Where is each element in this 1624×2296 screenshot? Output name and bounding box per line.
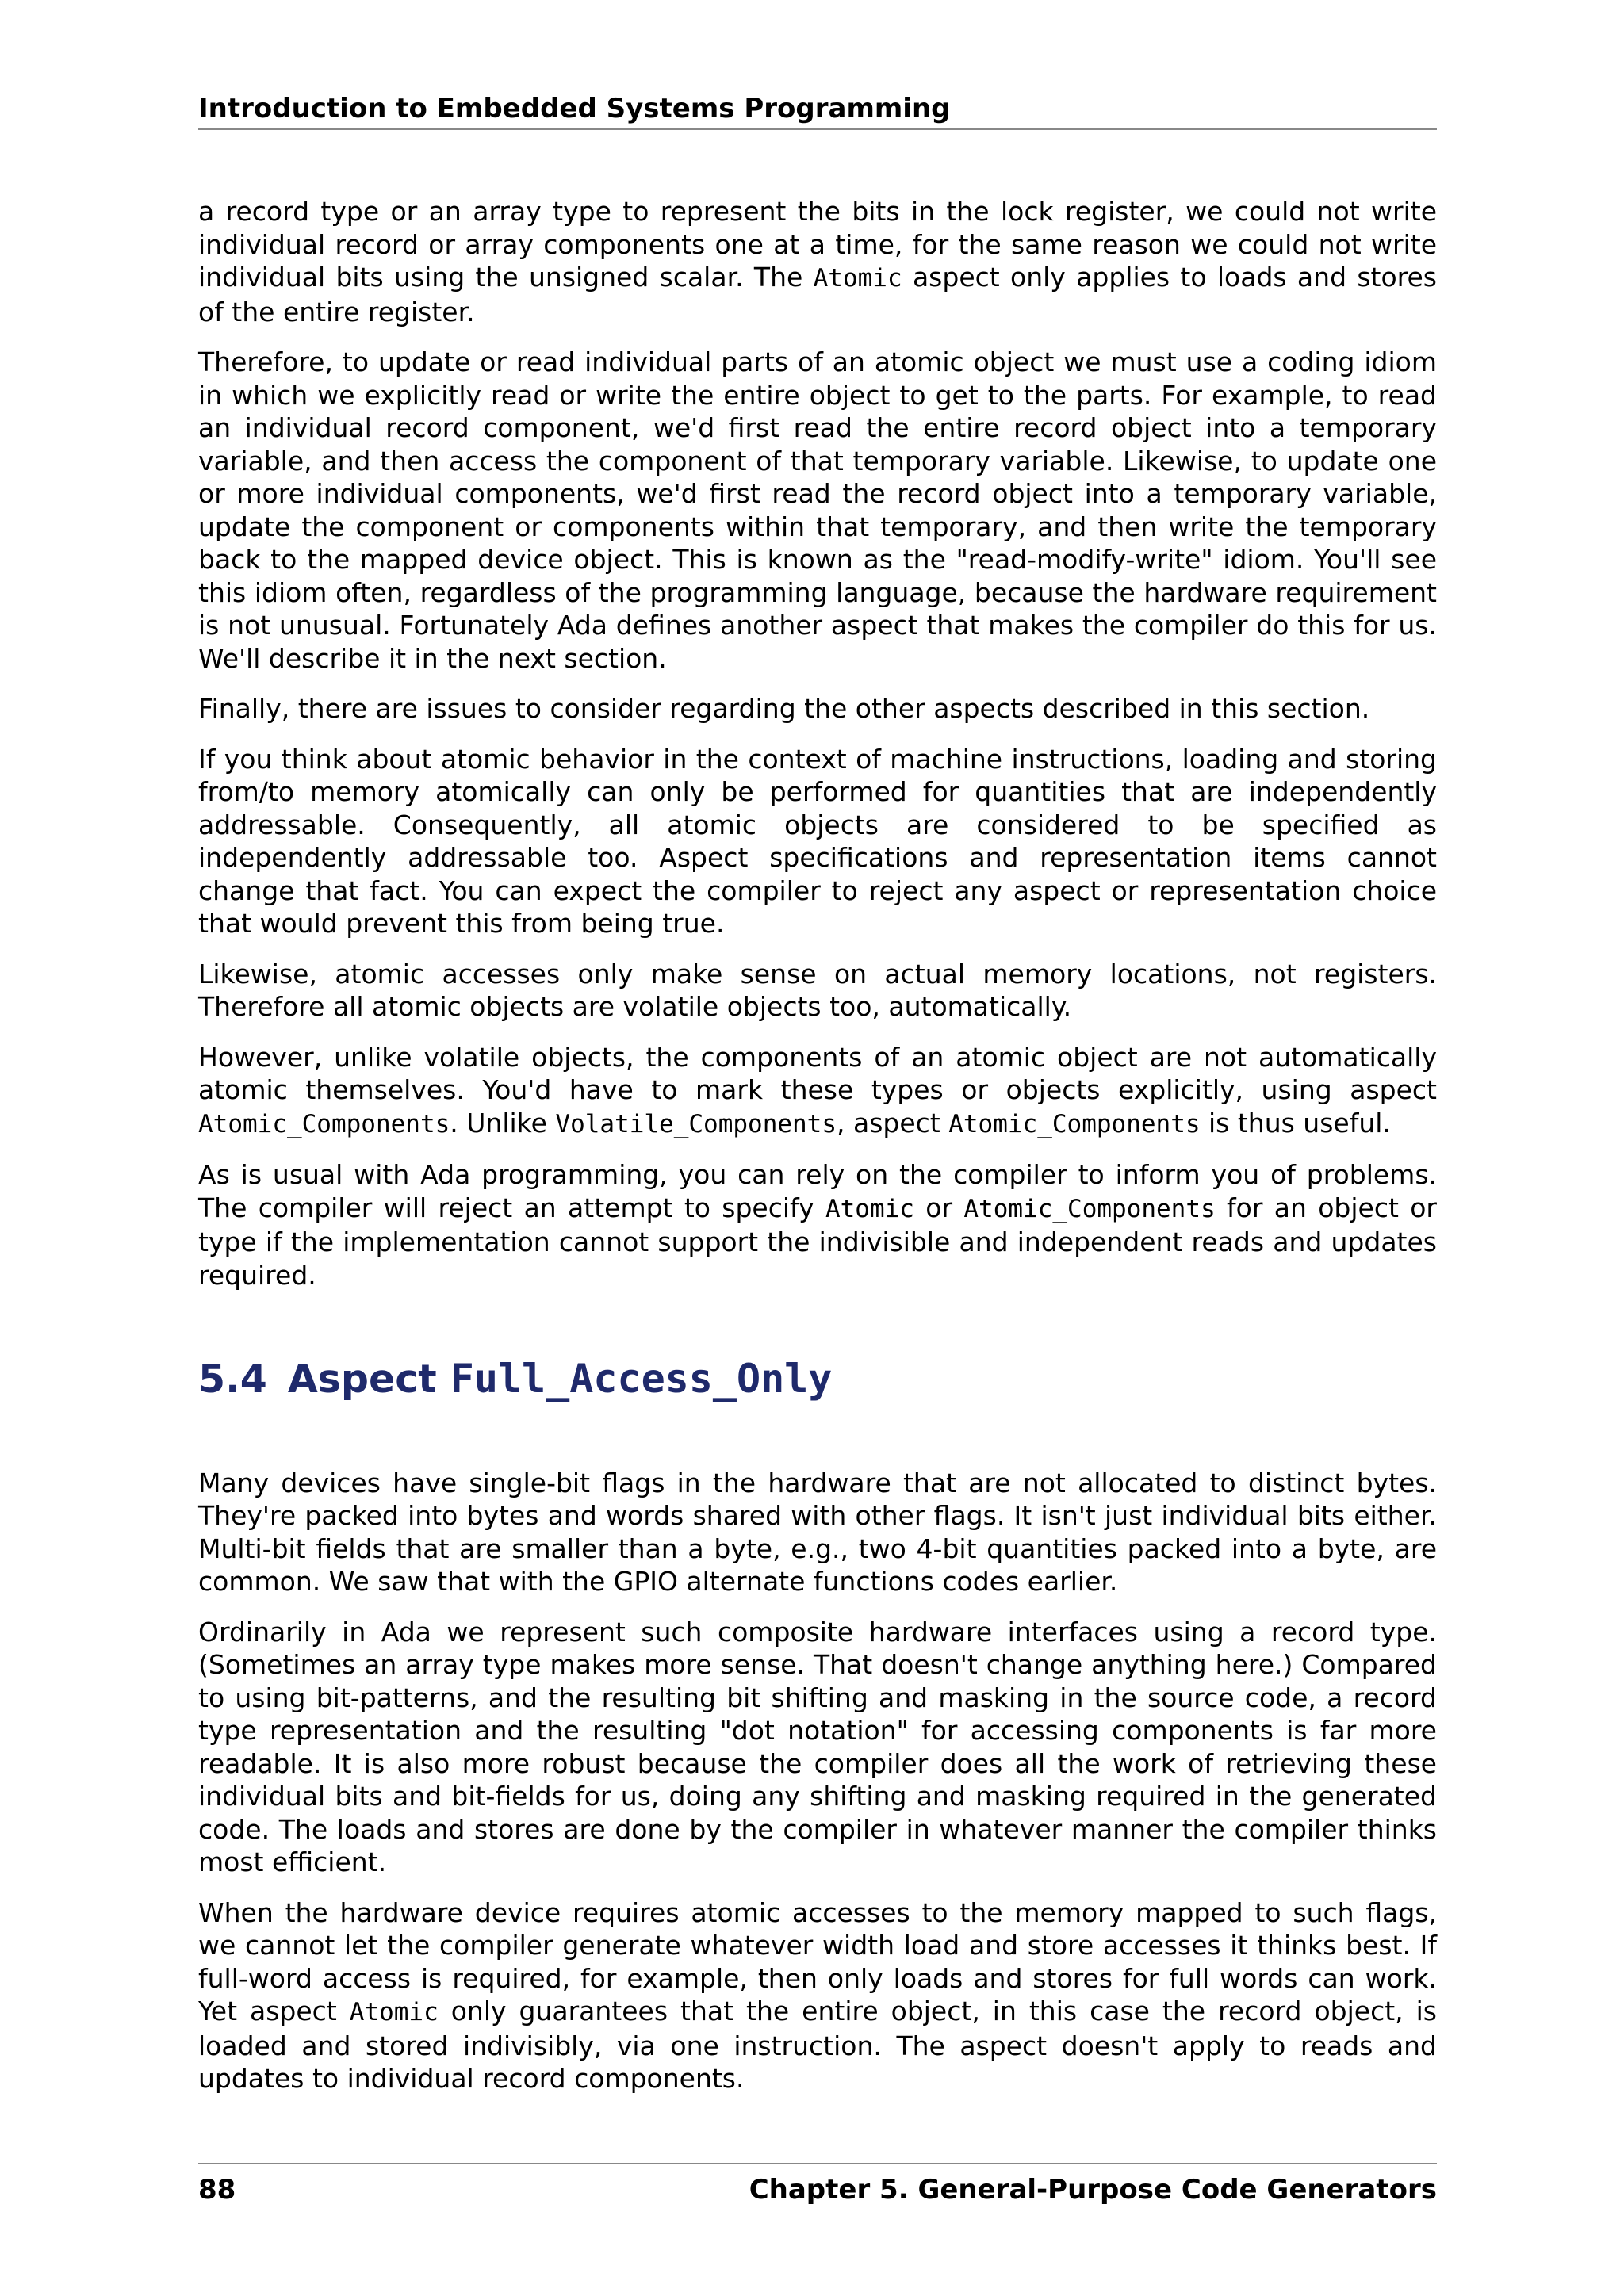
inline-code: Atomic_Components <box>198 1109 450 1138</box>
inline-code: Volatile_Components <box>555 1109 837 1138</box>
text-run: aspect only applies to loads and stores of the entire register. <box>198 262 1437 327</box>
page-number: 88 <box>198 2174 236 2206</box>
text-run: When the hardware device requires atomic accesses to the memory mapped to such flags, we cannot let the compiler generate whatever width load and store accesses it thinks best. If full-word access is required, for example, then only loads and stores for full words can work. Yet aspect <box>198 1896 1437 2027</box>
paragraph: Many devices have single-bit flags in the hardware that are not allocated to distinct bytes. They're packed into bytes and words shared with other flags. It isn't just individual bits either. Multi-bit fields that are smaller than a byte, e.g., two 4-bit quantities packed into a byte, are common. We saw that with the GPIO alternate functions codes earlier. <box>198 1467 1437 1598</box>
paragraph: Therefore, to update or read individual parts of an atomic object we must use a coding idiom in which we explicitly read or write the entire object to get to the parts. For example, to read an individual record component, we'd first read the entire record object into a temporary variable, and then access the component of that temporary variable. Likewise, to update one or more individual components, we'd first read the record object into a temporary variable, update the component or components within that temporary, and then write the temporary back to the mapped device object. This is known as the "read-modify-write" idiom. You'll see this idiom often, regardless of the programming language, because the hardware requirement is not unusual. Fortunately Ada defines another aspect that makes the compiler do this for us. We'll describe it in the next section. <box>198 346 1437 674</box>
text-run: a record type or an array type to represent the bits in the lock register, we could not write individual record or array components one at a time, for the same reason we could not write individual bits using the unsigned scalar. The <box>198 196 1437 293</box>
inline-code: Atomic <box>825 1194 914 1223</box>
inline-code: Atomic <box>813 264 902 293</box>
inline-code: Atomic_Components <box>948 1109 1201 1138</box>
paragraph: Ordinarily in Ada we represent such composite hardware interfaces using a record type. (Sometimes an array type makes more sense. That doesn't change anything here.) Compared to using bit-patterns, and the resulting bit shifting and masking in the source code, a record type representation and the resulting "dot notation" for accessing components is far more readable. It is also more robust because the compiler does all the work of retrieving these individual bits and bit-fields for us, doing any shifting and masking required in the generated code. The loads and stores are done by the compiler in whatever manner the compiler thinks most efficient. <box>198 1616 1437 1878</box>
paragraph: Likewise, atomic accesses only make sense on actual memory locations, not registers. Therefore all atomic objects are volatile objects too, automatically. <box>198 958 1437 1022</box>
page-body <box>198 195 1437 2113</box>
text-run: , aspect <box>837 1107 949 1138</box>
running-footer <box>198 2163 1437 2206</box>
text-run: is thus useful. <box>1200 1107 1391 1138</box>
text-run: only guarantees that the entire object, in this case the record object, is loaded and stored indivisibly, via one instruction. The aspect doesn't apply to reads and updates to individual record components. <box>198 1996 1437 2095</box>
header-title: Introduction to Embedded Systems Programming <box>198 93 951 124</box>
paragraph <box>198 1158 1437 1292</box>
text-run: As is usual with Ada programming, you can rely on the compiler to inform you of problems. The compiler will reject an attempt to specify <box>198 1159 1437 1223</box>
text-run: However, unlike volatile objects, the components of an atomic object are not automatically atomic themselves. You'd have to mark these types or objects explicitly, using aspect <box>198 1041 1437 1105</box>
paragraph <box>198 1896 1437 2095</box>
paragraph: Finally, there are issues to consider regarding the other aspects described in this section. <box>198 693 1370 724</box>
text-run: . Unlike <box>450 1107 556 1138</box>
paragraph <box>198 1041 1437 1142</box>
running-header <box>198 89 1437 130</box>
text-run: for an object or type if the implementation cannot support the indivisible and independent reads and updates required. <box>198 1192 1437 1291</box>
footer-chapter: Chapter 5. General-Purpose Code Generators <box>749 2174 1437 2206</box>
section-title-code: Full_Access_Only <box>450 1356 833 1402</box>
section-number: 5.4 <box>198 1357 267 1402</box>
text-run: or <box>914 1192 964 1223</box>
section-title-word: Aspect <box>287 1357 437 1402</box>
paragraph <box>198 195 1437 328</box>
inline-code: Atomic_Components <box>963 1194 1216 1223</box>
section-heading <box>198 1355 1437 1403</box>
inline-code: Atomic <box>349 1998 439 2027</box>
paragraph: If you think about atomic behavior in the context of machine instructions, loading and storing from/to memory atomically can only be performed for quantities that are independently addressable. Consequently, all atomic objects are considered to be specified as independently addressable too. Aspect specifications and representation items cannot change that fact. You can expect the compiler to reject any aspect or representation choice that would prevent this from being true. <box>198 743 1437 939</box>
